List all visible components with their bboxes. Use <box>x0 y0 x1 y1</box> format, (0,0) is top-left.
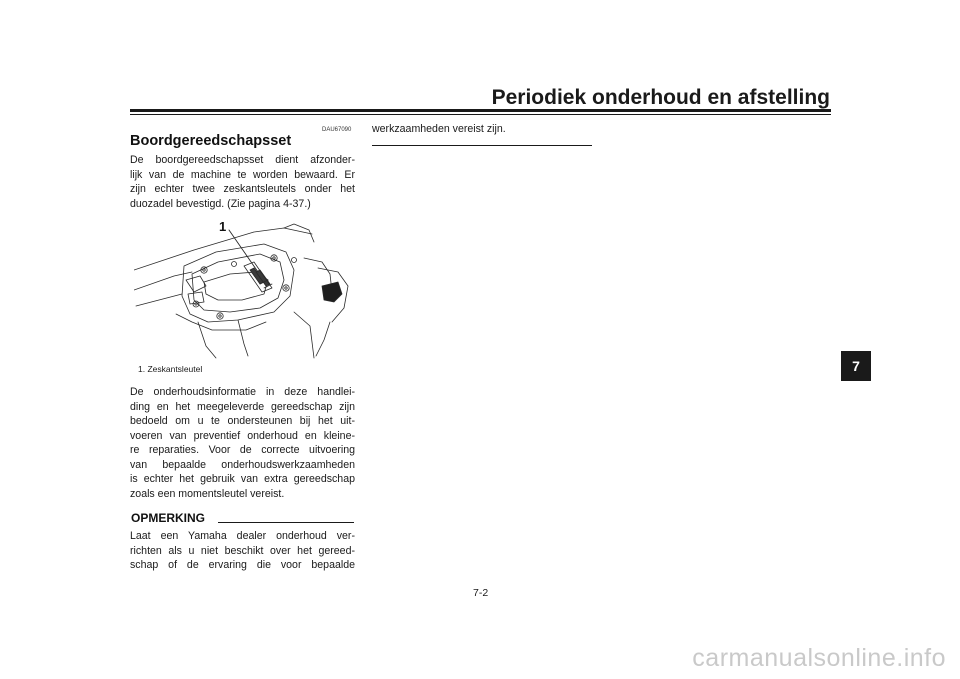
body-line: De onderhoudsinformatie in deze handlei- <box>130 386 355 398</box>
note-line: schap of de ervaring die voor bepaalde <box>130 559 355 571</box>
note-continuation: werkzaamheden vereist zijn. <box>372 123 506 135</box>
chapter-tab: 7 <box>841 351 871 381</box>
intro-line: lijk van de machine te worden bewaard. Er <box>130 168 355 181</box>
header-rule-thin <box>130 114 831 115</box>
watermark: carmanualsonline.info <box>692 644 946 672</box>
intro-line: duozadel bevestigd. (Zie pagina 4-37.) <box>130 197 311 210</box>
section-heading: Boordgereedschapsset <box>130 133 292 149</box>
note-paragraph <box>130 529 355 573</box>
body-line: bedoeld om u te ondersteunen bij het uit- <box>130 415 355 427</box>
header-rule-thick <box>130 109 831 112</box>
section-code: DAU67090 <box>322 127 352 133</box>
note-heading: OPMERKING <box>131 511 206 525</box>
intro-line: De boordgereedschapsset dient afzonder- <box>130 154 355 166</box>
figure-callout-number: 1 <box>219 219 227 234</box>
body-line: voeren van preventief onderhoud en kleine- <box>130 429 355 442</box>
note-line: Laat een Yamaha dealer onderhoud ver- <box>130 530 355 542</box>
note-rule <box>218 522 354 523</box>
body-paragraph <box>130 385 355 501</box>
figure-caption: 1. Zeskantsleutel <box>138 364 203 374</box>
body-line: re reparaties. Voor de correcte uitvoering <box>130 444 355 456</box>
body-line: is echter het gebruik van extra gereedschap <box>130 473 355 485</box>
body-line: van bepaalde onderhoudswerkzaamheden <box>130 458 355 471</box>
intro-paragraph <box>130 153 355 211</box>
note-line: richten als u niet beschikt over het gereed- <box>130 544 355 557</box>
seat-compartment-illustration <box>134 222 352 360</box>
note-end-rule <box>372 145 592 146</box>
page-header-title: Periodiek onderhoud en afstelling <box>491 86 830 109</box>
page-number: 7-2 <box>473 587 489 599</box>
body-line: ding en het meegeleverde gereedschap zijn <box>130 400 355 413</box>
body-line: zoals een momentsleutel vereist. <box>130 487 285 500</box>
intro-line: zijn echter twee zeskantsleutels onder het <box>130 183 355 195</box>
